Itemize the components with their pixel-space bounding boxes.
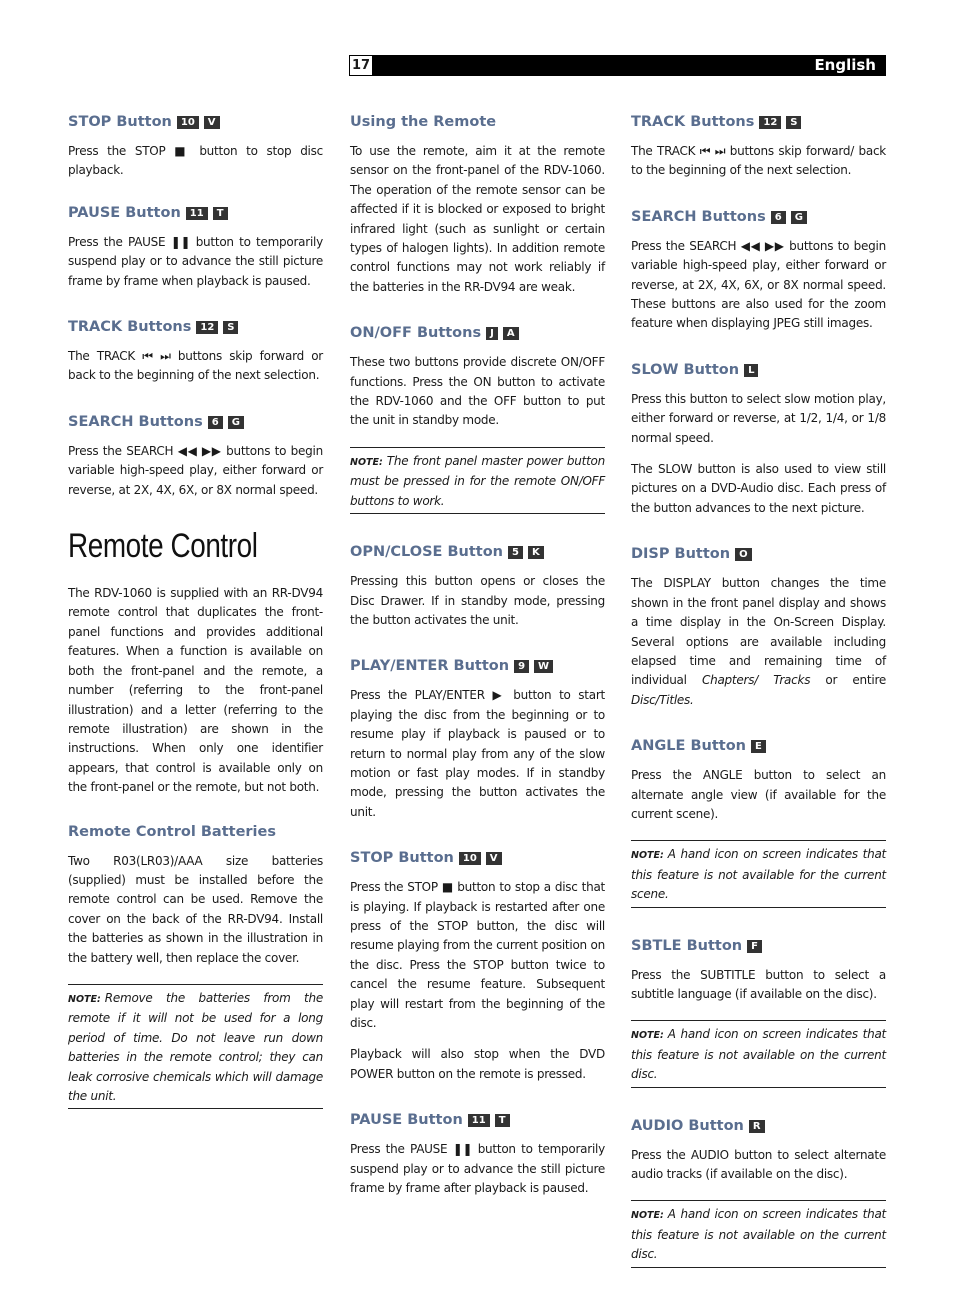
key-badge: F <box>747 940 762 953</box>
section-title: PLAY/ENTER Button 9 W <box>350 656 605 676</box>
section-pause <box>350 1110 605 1198</box>
section-using-remote <box>350 112 605 297</box>
section-onoff <box>350 323 605 431</box>
section-slow <box>631 360 886 518</box>
section-sbtle <box>631 936 886 1005</box>
key-badge: W <box>534 660 553 673</box>
note-text: The front panel master power button must be pressed in for the remote ON/OFF buttons to work. <box>350 453 605 508</box>
body-text: Press the SUBTITLE button to select a subtitle language (if available on the disc). <box>631 967 886 1001</box>
note-label: NOTE: <box>68 993 101 1005</box>
body-text: Press the STOP ■ button to stop disc playback. <box>68 144 323 178</box>
section-title: STOP Button 10 V <box>68 112 323 132</box>
key-badge: R <box>749 1120 765 1133</box>
section-title: Remote Control Batteries <box>68 823 276 840</box>
chapter-title: Remote Control <box>68 527 258 566</box>
note-label: NOTE: <box>631 1030 664 1042</box>
section-title: PAUSE Button 11 T <box>350 1110 605 1130</box>
body-text: Press the SEARCH ◀◀ ▶▶ buttons to begin variable high-speed play, either forward or reverse, at 2X, 4X, 6X, or 8X normal speed. <box>68 443 323 497</box>
section-stop <box>350 848 605 1084</box>
body-text: Press the SEARCH ◀◀ ▶▶ buttons to begin variable high-speed play, either forward or reverse, at 2X, 4X, 6X, or 8X normal speed. These buttons are also used for the zoom feature when displaying JPEG still images. <box>631 238 886 331</box>
section-title: SBTLE Button F <box>631 936 886 956</box>
section-title: STOP Button 10 V <box>350 848 605 868</box>
section-title: TRACK Buttons 12 S <box>68 317 323 337</box>
key-badge: E <box>751 740 766 753</box>
section-title: ON/OFF Buttons J A <box>350 323 605 343</box>
note-text: A hand icon on screen indicates that this feature is not available on the current disc. <box>631 1027 886 1082</box>
key-badge: 10 <box>177 116 199 129</box>
section-title: ANGLE Button E <box>631 736 886 756</box>
key-badge: K <box>528 546 544 559</box>
body-text: Press the PAUSE ❚❚ button to temporarily suspend play or to advance the still picture frame by frame after playback is paused. <box>350 1142 605 1196</box>
body-text: Press the PLAY/ENTER ▶ button to start playing the disc from the beginning or to resume play if playback is paused or to return to normal play from any of the slow motion or fast play modes. If in standby mode, pressing the button activates the unit. <box>350 688 605 819</box>
section-batteries <box>68 822 323 968</box>
key-badge: 9 <box>514 660 529 673</box>
body-text: Press the STOP ■ button to stop a disc that is playing. If playback is restarted after one press of the STOP button, the disc will resume playing from the current position on the disc. Press the STOP button twice to cancel the resume feature. Subsequent play will restart from the beginning of the disc. <box>350 880 605 1030</box>
section-search <box>68 412 323 500</box>
language-header: English <box>373 55 886 76</box>
section-stop <box>68 112 323 181</box>
key-badge: O <box>735 548 752 561</box>
section-title: SEARCH Buttons 6 G <box>68 412 323 432</box>
section-title: Using the Remote <box>350 114 497 130</box>
key-badge: 6 <box>771 211 786 224</box>
body-text: Pressing this button opens or closes the Disc Drawer. If in standby mode, pressing the button activates the unit. <box>350 574 605 627</box>
body-text: Press the ANGLE button to select an alternate angle view (if available for the current scene). <box>631 768 886 821</box>
body-text: Press the PAUSE ❚❚ button to temporarily suspend play or to advance the still picture frame by frame when playback is paused. <box>68 234 323 288</box>
page-number: 17 <box>349 55 373 76</box>
key-badge: G <box>228 416 244 429</box>
section-open-close <box>350 542 605 630</box>
section-title: AUDIO Button R <box>631 1116 886 1136</box>
section-title: DISP Button O <box>631 544 886 564</box>
key-badge: G <box>791 211 807 224</box>
note-box <box>631 840 886 907</box>
column-3 <box>631 112 886 1296</box>
section-title: SLOW Button L <box>631 360 886 380</box>
key-badge: 5 <box>508 546 523 559</box>
body-text: The TRACK ⏮ ⏭ buttons skip forward or back to the beginning of the next selection. <box>68 349 323 383</box>
body-text: Two R03(LR03)/AAA size batteries (supplied) must be installed before the remote control can be used. Remove the cover on the back of the RR-DV94. Install the batteries as shown in the illustration in the battery well, then replace the cover. <box>68 853 323 965</box>
key-badge: V <box>486 852 502 865</box>
key-badge: V <box>204 116 220 129</box>
body-text: Press the AUDIO button to select alternate audio tracks (if available on the disc). <box>631 1147 886 1181</box>
note-text: A hand icon on screen indicates that this feature is not available for the current scene. <box>631 847 886 902</box>
note-box <box>350 447 605 514</box>
section-track <box>631 112 886 181</box>
key-badge: T <box>213 207 228 220</box>
note-text: A hand icon on screen indicates that this feature is not available on the current disc. <box>631 1207 886 1262</box>
key-badge: 6 <box>208 416 223 429</box>
note-label: NOTE: <box>631 1210 664 1222</box>
section-title: TRACK Buttons 12 S <box>631 112 886 132</box>
key-badge: S <box>786 116 801 129</box>
body-text: To use the remote, aim it at the remote sensor on the front-panel of the RDV-1060. The operation of the remote sensor can be affected if it is blocked or exposed to bright infrared light (such as sunlight or certain types of halogen lights). In addition remote control functions may not work reliably if the batteries in the RR-DV94 are weak. <box>350 144 605 294</box>
key-badge: 11 <box>468 1114 490 1127</box>
key-badge: J <box>486 327 498 340</box>
note-box <box>68 984 323 1109</box>
body-text: The TRACK ⏮ ⏭ buttons skip forward/ back to the beginning of the next selection. <box>631 144 886 178</box>
body-text: The RDV-1060 is supplied with an RR-DV94 remote control that duplicates the front-panel functions and provides additional features. When a function is available on both the front-panel and the remote, a number (referring to the front-panel illustration) and a letter (referring to the remote illustration) are shown in the instructions. When only one identifier appears, that control is available only on the front-panel or the remote, but not both. <box>68 586 323 795</box>
key-badge: A <box>503 327 519 340</box>
key-badge: L <box>744 364 758 377</box>
column-2 <box>350 112 605 1224</box>
section-title: OPN/CLOSE Button 5 K <box>350 542 605 562</box>
key-badge: 11 <box>186 207 208 220</box>
body-text: The DISPLAY button changes the time shown in the front panel display and shows a time display in the On-Screen Display. Several options are available including elapsed time and remaining time of individual Chapters/ Tracks or entire Disc/Titles. <box>631 576 886 707</box>
section-search <box>631 207 886 334</box>
key-badge: T <box>495 1114 510 1127</box>
note-label: NOTE: <box>631 850 664 862</box>
note-box <box>631 1020 886 1087</box>
key-badge: S <box>223 321 238 334</box>
section-play-enter <box>350 656 605 822</box>
section-audio <box>631 1116 886 1185</box>
note-box <box>631 1200 886 1267</box>
section-track <box>68 317 323 386</box>
column-1 <box>68 112 323 1137</box>
note-text: Remove the batteries from the remote if it will not be used for a long period of time. Do not leave run down batteries in the remote control; they can leak corrosive chemicals which will damage the unit. <box>68 990 323 1103</box>
section-pause <box>68 203 323 291</box>
key-badge: 10 <box>459 852 481 865</box>
section-title: PAUSE Button 11 T <box>68 203 323 223</box>
section-disp <box>631 544 886 710</box>
body-text: Playback will also stop when the DVD POWER button on the remote is pressed. <box>350 1047 605 1081</box>
section-angle <box>631 736 886 824</box>
body-text: The SLOW button is also used to view still pictures on a DVD-Audio disc. Each press of the button advances to the next picture. <box>631 462 886 515</box>
note-label: NOTE: <box>350 456 383 468</box>
key-badge: 12 <box>196 321 218 334</box>
key-badge: 12 <box>759 116 781 129</box>
body-text: Press this button to select slow motion play, either forward or reverse, at 1/2, 1/4, or 1/8 normal speed. <box>631 391 886 445</box>
section-title: SEARCH Buttons 6 G <box>631 207 886 227</box>
body-text: These two buttons provide discrete ON/OFF functions. Press the ON button to activate the RDV-1060 and the OFF button to put the unit in standby mode. <box>350 355 605 428</box>
